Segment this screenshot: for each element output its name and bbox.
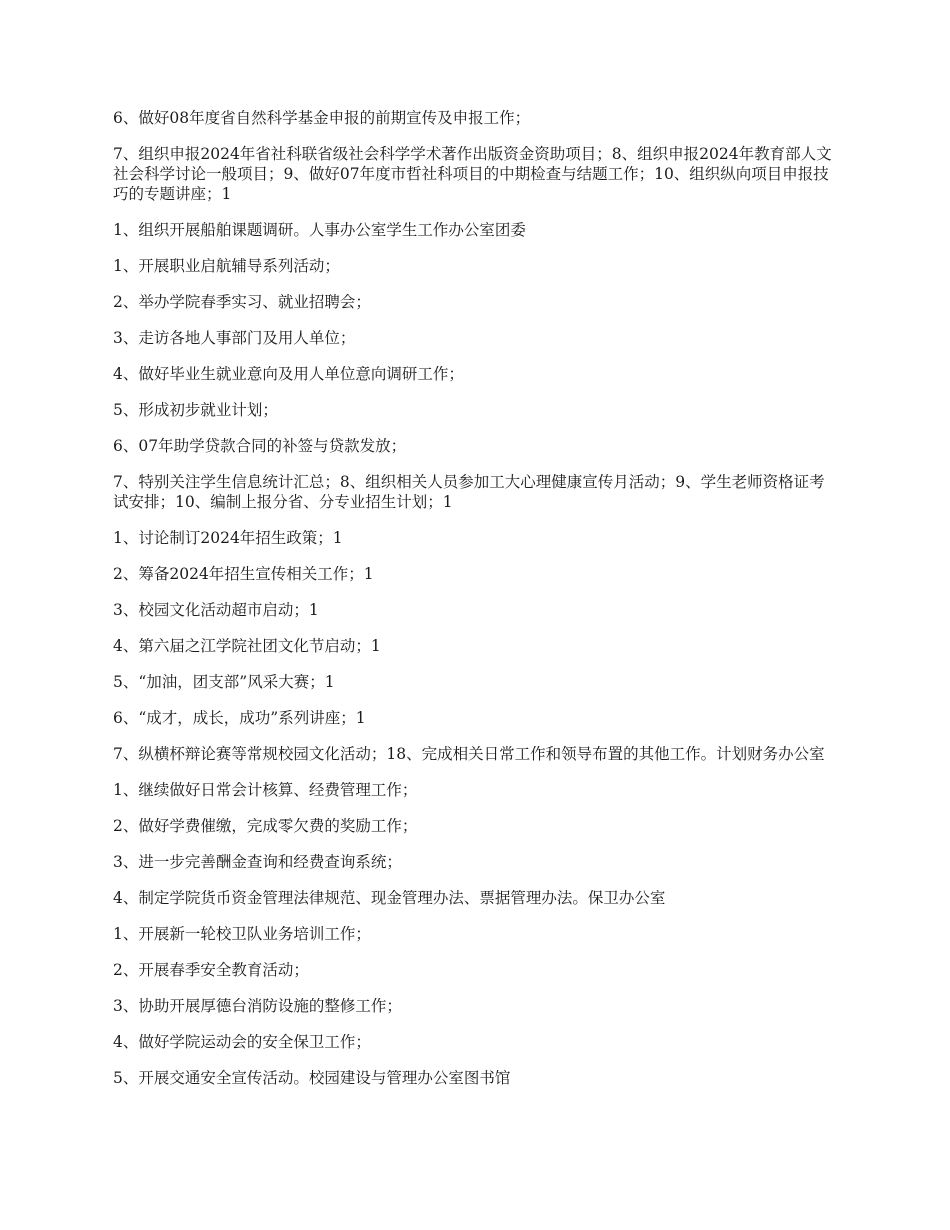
paragraph: 7、特别关注学生信息统计汇总；8、组织相关人员参加工大心理健康宣传月活动；9、学生老师资格证考试安排；10、编制上报分省、分专业招生计划；1 [113,473,825,511]
document-body [113,108,839,1104]
paragraph: 2、做好学费催缴，完成零欠费的奖励工作； [113,817,418,835]
paragraph: 1、开展职业启航辅导系列活动； [113,257,340,275]
paragraph: 1、讨论制订2024年招生政策；1 [113,529,343,547]
paragraph: 2、开展春季安全教育活动； [113,961,309,979]
paragraph: 5、开展交通安全宣传活动。校园建设与管理办公室图书馆 [113,1069,511,1087]
paragraph: 1、开展新一轮校卫队业务培训工作； [113,925,371,943]
paragraph: 4、做好毕业生就业意向及用人单位意向调研工作； [113,365,464,383]
paragraph: 4、制定学院货币资金管理法律规范、现金管理办法、票据管理办法。保卫办公室 [113,889,666,907]
paragraph: 4、第六届之江学院社团文化节启动；1 [113,637,381,655]
paragraph: 2、举办学院春季实习、就业招聘会； [113,293,371,311]
paragraph: 7、组织申报2024年省社科联省级社会科学学术著作出版资金资助项目；8、组织申报2024年教育部人文社会科学讨论一般项目；9、做好07年度市哲社科项目的中期检查与结题工作；10、组织纵向项目申报技巧的专题讲座；1 [113,145,832,203]
paragraph: 6、07年助学贷款合同的补签与贷款发放； [113,437,407,455]
paragraph: 6、做好08年度省自然科学基金申报的前期宣传及申报工作； [113,109,531,127]
paragraph: 7、纵横杯辩论赛等常规校园文化活动；18、完成相关日常工作和领导布置的其他工作。计划财务办公室 [113,745,825,763]
paragraph: 6、“成才，成长，成功”系列讲座；1 [113,709,366,727]
paragraph: 3、走访各地人事部门及用人单位； [113,329,356,347]
paragraph: 5、形成初步就业计划； [113,401,278,419]
paragraph: 3、协助开展厚德台消防设施的整修工作； [113,997,402,1015]
paragraph: 1、组织开展船舶课题调研。人事办公室学生工作办公室团委 [113,221,526,239]
paragraph: 2、筹备2024年招生宣传相关工作；1 [113,565,374,583]
paragraph: 3、进一步完善酬金查询和经费查询系统； [113,853,402,871]
paragraph: 1、继续做好日常会计核算、经费管理工作； [113,781,418,799]
paragraph: 3、校园文化活动超市启动；1 [113,601,319,619]
paragraph: 4、做好学院运动会的安全保卫工作； [113,1033,371,1051]
paragraph: 5、“加油，团支部”风采大赛；1 [113,673,335,691]
